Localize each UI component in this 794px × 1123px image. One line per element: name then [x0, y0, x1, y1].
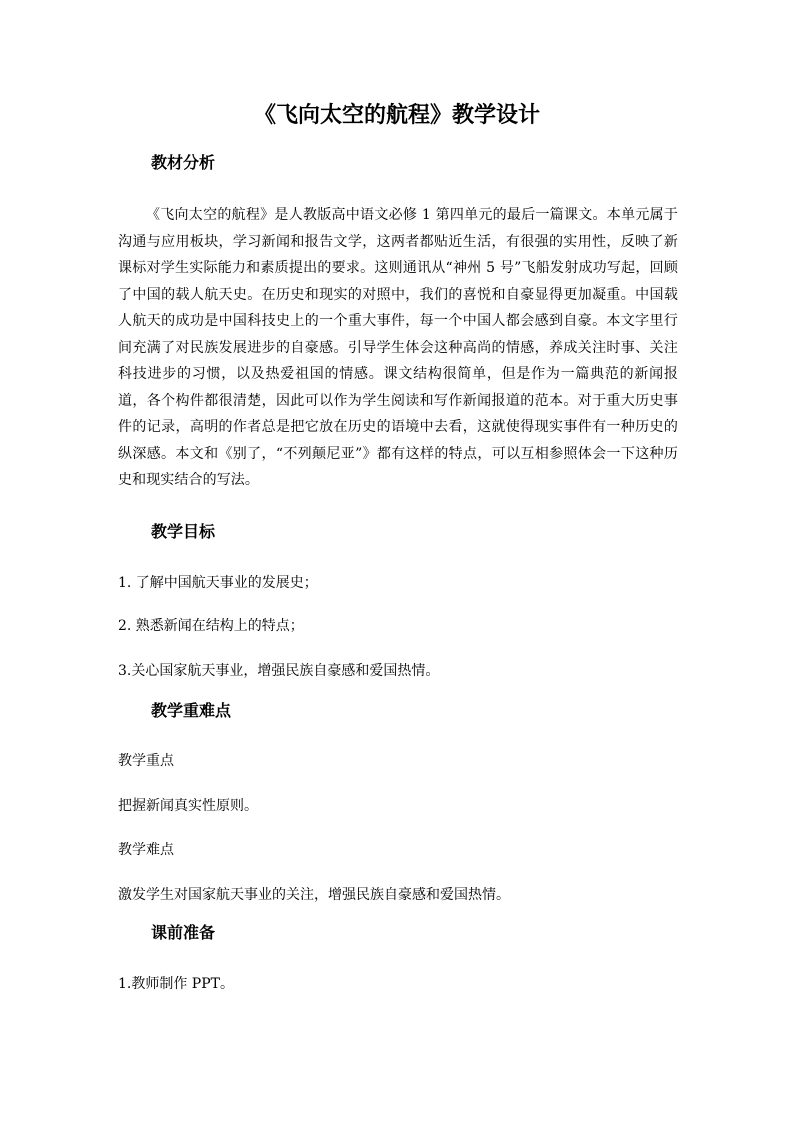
focus-label: 教学重点 [118, 753, 174, 769]
goal-item-1: 1. 了解中国航天事业的发展史； [118, 575, 318, 591]
document-title: 《飞向太空的航程》教学设计 [253, 102, 540, 128]
difficulty-label: 教学难点 [118, 842, 174, 858]
goal-item-3: 3.关心国家航天事业，增强民族自豪感和爱国热情。 [118, 663, 440, 679]
analysis-paragraph: 《飞向太空的航程》是人教版高中语文必修 1 第四单元的最后一篇课文。本单元属于沟通与应用板块，学习新闻和报告文学，这两者都贴近生活，有很强的实用性，反映了新课标对学生实际能力和素质提出的要求。这则通讯从“神州 5 号”飞船发射成功写起，回顾了中国的载人航天史。在历史和现实的对照中，我们的喜悦和自豪显得更加凝重。中国载人航天的成功是中国科技史上的一个重大事件，每一个中国人都会感到自豪。本文字里行间充满了对民族发展进步的自豪感。引导学生体会这种高尚的情感，养成关注时事、关注科技进步的习惯，以及热爱祖国的情感。课文结构很简单，但是作为一篇典范的新闻报道，各个构件都很清楚，因此可以作为学生阅读和写作新闻报道的范本。对于重大历史事件的记录，高明的作者总是把它放在历史的语境中去看，这就使得现实事件有一种历史的纵深感。本文和《别了，“不列颠尼亚”》都有这样的特点，可以互相参照体会一下这种历史和现实结合的写法。 [118, 207, 678, 488]
goal-item-2: 2. 熟悉新闻在结构上的特点； [118, 618, 304, 634]
heading-analysis: 教材分析 [151, 153, 216, 172]
heading-goals: 教学目标 [151, 522, 216, 541]
preparation-item-1: 1.教师制作 PPT。 [118, 976, 234, 992]
heading-key-points: 教学重难点 [151, 701, 232, 720]
difficulty-text: 激发学生对国家航天事业的关注，增强民族自豪感和爱国热情。 [118, 887, 510, 903]
focus-text: 把握新闻真实性原则。 [118, 798, 258, 814]
heading-preparation: 课前准备 [151, 923, 216, 942]
